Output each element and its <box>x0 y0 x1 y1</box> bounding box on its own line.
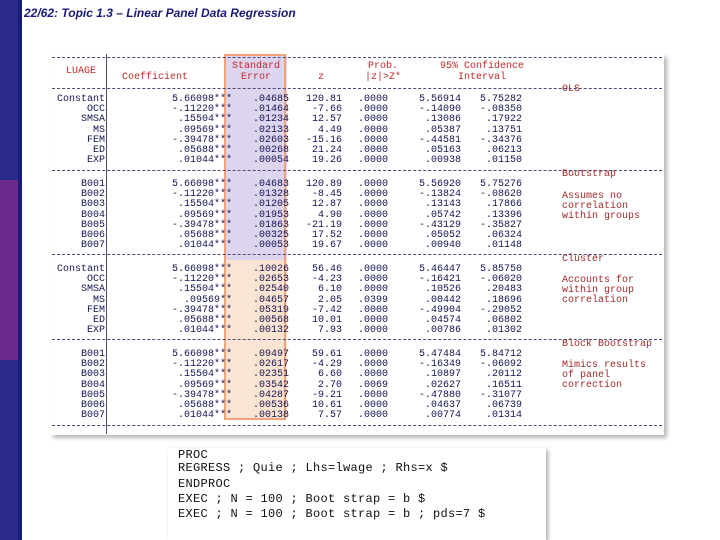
ci-lower: -.14090 <box>418 104 461 116</box>
row-label: SMSA <box>80 284 105 296</box>
p-value: .0000 <box>357 155 388 167</box>
left-accent-bar-top <box>0 0 18 180</box>
coefficient: .09569*** <box>177 124 232 136</box>
z-value: 56.46 <box>311 264 342 275</box>
standard-error: .00325 <box>252 230 289 241</box>
row-label: ED <box>92 145 105 156</box>
ci-lower: .05387 <box>424 124 461 136</box>
ci-lower: .04574 <box>424 315 461 326</box>
header-prob: Prob. <box>367 61 398 72</box>
rule-top <box>52 57 662 58</box>
header-z: z <box>318 72 325 83</box>
coefficient: -.39478*** <box>171 219 232 231</box>
standard-error: .10026 <box>252 264 289 275</box>
standard-error: .02351 <box>252 369 289 381</box>
table-row <box>50 411 664 420</box>
ci-upper: -.29052 <box>479 304 522 316</box>
ci-lower: 5.47484 <box>418 349 461 360</box>
coefficient: 5.66098*** <box>171 349 232 360</box>
note-cluster: Cluster <box>562 254 605 265</box>
slide-title: 22/62: Topic 1.3 – Linear Panel Data Regression <box>24 6 296 20</box>
p-value: .0000 <box>357 104 388 116</box>
ci-upper: .06739 <box>485 400 522 411</box>
ci-lower: -.16349 <box>418 359 461 371</box>
coefficient: .09569** <box>183 294 232 306</box>
z-value: 10.01 <box>311 315 342 326</box>
z-value: 4.90 <box>317 209 342 221</box>
ci-upper: -.08620 <box>479 189 522 201</box>
standard-error: .04685 <box>252 94 289 105</box>
ci-lower: .00774 <box>424 410 461 422</box>
z-value: -9.21 <box>311 389 342 401</box>
standard-error: .04657 <box>252 294 289 306</box>
z-value: 12.57 <box>311 114 342 126</box>
z-value: -21.19 <box>305 219 342 231</box>
p-value: .0000 <box>357 189 388 201</box>
row-label: B002 <box>80 189 105 201</box>
z-value: 120.81 <box>305 94 342 105</box>
code-line: EXEC ; N = 100 ; Boot strap = b ; pds=7 $ <box>178 507 486 521</box>
p-value: .0000 <box>357 264 388 275</box>
coefficient: .05688*** <box>177 315 232 326</box>
z-value: 19.67 <box>311 240 342 252</box>
standard-error: .00132 <box>252 325 289 337</box>
p-value: .0000 <box>357 230 388 241</box>
note-bootstrap: Bootstrap <box>562 169 617 180</box>
regression-output-panel <box>50 54 664 435</box>
p-value: .0000 <box>357 369 388 381</box>
z-value: 21.24 <box>311 145 342 156</box>
p-value: .0000 <box>357 325 388 337</box>
standard-error: .04287 <box>252 389 289 401</box>
row-label: B004 <box>80 379 105 391</box>
ci-upper: .20112 <box>485 369 522 381</box>
coefficient: 5.66098*** <box>171 94 232 105</box>
standard-error: .09497 <box>252 349 289 360</box>
p-value: .0000 <box>357 114 388 126</box>
ci-lower: .05163 <box>424 145 461 156</box>
code-box <box>168 448 546 540</box>
coefficient: 5.66098*** <box>171 264 232 275</box>
p-value: .0000 <box>357 304 388 316</box>
coefficient: 5.66098*** <box>171 179 232 190</box>
standard-error: .03542 <box>252 379 289 391</box>
p-value: .0000 <box>357 359 388 371</box>
coefficient: .05688*** <box>177 230 232 241</box>
coefficient: .01044*** <box>177 325 232 337</box>
p-value: .0399 <box>357 294 388 306</box>
p-value: .0000 <box>357 240 388 252</box>
p-value: .0069 <box>357 379 388 391</box>
standard-error: .01234 <box>252 114 289 126</box>
row-label: B001 <box>80 179 105 190</box>
ci-upper: 5.75276 <box>479 179 522 190</box>
standard-error: .00268 <box>252 145 289 156</box>
row-label: B001 <box>80 349 105 360</box>
coefficient: .09569*** <box>177 209 232 221</box>
note-bootstrap-line2: correlation <box>562 201 629 212</box>
coefficient: .15504*** <box>177 369 232 381</box>
p-value: .0000 <box>357 284 388 296</box>
z-value: -7.66 <box>311 104 342 116</box>
table-row <box>50 115 664 124</box>
ci-lower: 5.46447 <box>418 264 461 275</box>
row-label: B005 <box>80 389 105 401</box>
coefficient: .01044*** <box>177 240 232 252</box>
ci-lower: .10526 <box>424 284 461 296</box>
row-label: B006 <box>80 230 105 241</box>
coefficient: -.39478*** <box>171 134 232 146</box>
left-accent-bar-bottom <box>0 360 18 540</box>
ci-lower: -.13824 <box>418 189 461 201</box>
z-value: 6.10 <box>317 284 342 296</box>
table-row <box>50 180 664 189</box>
z-value: 19.26 <box>311 155 342 167</box>
code-line: ENDPROC <box>178 477 231 491</box>
p-value: .0000 <box>357 134 388 146</box>
coefficient: .05688*** <box>177 145 232 156</box>
p-value: .0000 <box>357 274 388 286</box>
coefficient: .01044*** <box>177 155 232 167</box>
ci-upper: .13751 <box>485 124 522 136</box>
note-ols: OLS <box>562 84 581 95</box>
ci-upper: -.31077 <box>479 389 522 401</box>
ci-lower: .04637 <box>424 400 461 411</box>
coefficient: -.11220*** <box>171 189 232 201</box>
standard-error: .02653 <box>252 274 289 286</box>
row-label: B007 <box>80 410 105 422</box>
p-value: .0000 <box>357 349 388 360</box>
coefficient: .09569*** <box>177 379 232 391</box>
table-row <box>50 156 664 165</box>
ci-lower: -.44581 <box>418 134 461 146</box>
note-bootstrap-line1: Assumes no <box>562 191 623 202</box>
note-block: Block Bootstrap <box>562 339 653 350</box>
z-value: 4.49 <box>317 124 342 136</box>
ci-upper: .06802 <box>485 315 522 326</box>
ci-lower: .10897 <box>424 369 461 381</box>
standard-error: .01328 <box>252 189 289 201</box>
standard-error: .05319 <box>252 304 289 316</box>
header-pz: |z|>Z* <box>364 72 401 83</box>
row-label: OCC <box>86 104 105 116</box>
table-row <box>50 316 664 325</box>
coefficient: -.11220*** <box>171 274 232 286</box>
z-value: 12.87 <box>311 199 342 211</box>
p-value: .0000 <box>357 389 388 401</box>
coefficient: .15504*** <box>177 114 232 126</box>
z-value: -7.42 <box>311 304 342 316</box>
ci-lower: .00940 <box>424 240 461 252</box>
ci-lower: .05742 <box>424 209 461 221</box>
standard-error: .02617 <box>252 359 289 371</box>
note-cluster-line3: correlation <box>562 295 629 306</box>
standard-error: .04683 <box>252 179 289 190</box>
ci-lower: .00938 <box>424 155 461 167</box>
ci-upper: .06324 <box>485 230 522 241</box>
ci-lower: .13086 <box>424 114 461 126</box>
ci-upper: 5.75282 <box>479 94 522 105</box>
ci-upper: .16511 <box>485 379 522 391</box>
standard-error: .00054 <box>252 155 289 167</box>
table-row <box>50 265 664 274</box>
standard-error: .01464 <box>252 104 289 116</box>
row-label: B003 <box>80 369 105 381</box>
standard-error: .02603 <box>252 134 289 146</box>
z-value: 2.70 <box>317 379 342 391</box>
ci-upper: 5.84712 <box>479 349 522 360</box>
header-error: Error <box>240 72 271 83</box>
row-label: FEM <box>86 304 105 316</box>
p-value: .0000 <box>357 199 388 211</box>
z-value: 7.93 <box>317 325 342 337</box>
row-label: B006 <box>80 400 105 411</box>
table-row <box>50 95 664 104</box>
ci-lower: .00442 <box>424 294 461 306</box>
row-label: EXP <box>86 155 105 167</box>
ci-lower: 5.56920 <box>418 179 461 190</box>
coefficient: -.39478*** <box>171 304 232 316</box>
left-stripe <box>18 0 22 540</box>
row-label: SMSA <box>80 114 105 126</box>
row-label: B007 <box>80 240 105 252</box>
p-value: .0000 <box>357 315 388 326</box>
ci-upper: .18696 <box>485 294 522 306</box>
z-value: -4.23 <box>311 274 342 286</box>
z-value: -4.29 <box>311 359 342 371</box>
z-value: 6.60 <box>317 369 342 381</box>
row-label: B002 <box>80 359 105 371</box>
coefficient: -.39478*** <box>171 389 232 401</box>
ci-upper: -.34376 <box>479 134 522 146</box>
header-var: LUAGE <box>66 66 97 77</box>
standard-error: .01205 <box>252 199 289 211</box>
p-value: .0000 <box>357 94 388 105</box>
row-label: FEM <box>86 134 105 146</box>
z-value: 59.61 <box>311 349 342 360</box>
coefficient: .05688*** <box>177 400 232 411</box>
coefficient: .15504*** <box>177 284 232 296</box>
note-block-line3: correction <box>562 380 623 391</box>
row-label: B005 <box>80 219 105 231</box>
standard-error: .02540 <box>252 284 289 296</box>
standard-error: .00138 <box>252 410 289 422</box>
ci-upper: -.06092 <box>479 359 522 371</box>
ci-upper: .13396 <box>485 209 522 221</box>
z-value: 2.05 <box>317 294 342 306</box>
row-label: ED <box>92 315 105 326</box>
standard-error: .02133 <box>252 124 289 136</box>
table-row <box>50 306 664 315</box>
ci-upper: .17866 <box>485 199 522 211</box>
p-value: .0000 <box>357 219 388 231</box>
ci-upper: .06213 <box>485 145 522 156</box>
table-row <box>50 146 664 155</box>
row-label: MS <box>92 294 105 306</box>
table-row <box>50 231 664 240</box>
ci-upper: 5.85750 <box>479 264 522 275</box>
ci-upper: .01150 <box>485 155 522 167</box>
note-block-line2: of panel <box>562 370 611 381</box>
note-cluster-line1: Accounts for <box>562 275 635 286</box>
row-label: EXP <box>86 325 105 337</box>
ci-lower: 5.56914 <box>418 94 461 105</box>
note-bootstrap-line3: within groups <box>562 211 641 222</box>
table-row <box>50 136 664 145</box>
p-value: .0000 <box>357 145 388 156</box>
table-row <box>50 105 664 114</box>
row-label: OCC <box>86 274 105 286</box>
table-row <box>50 401 664 410</box>
note-cluster-line2: within group <box>562 285 635 296</box>
ci-lower: -.47880 <box>418 389 461 401</box>
p-value: .0000 <box>357 124 388 136</box>
z-value: 17.52 <box>311 230 342 241</box>
p-value: .0000 <box>357 209 388 221</box>
standard-error: .00568 <box>252 315 289 326</box>
rule-bottom <box>52 425 662 426</box>
row-label: MS <box>92 124 105 136</box>
row-label: Constant <box>56 94 105 105</box>
ci-upper: -.35827 <box>479 219 522 231</box>
code-line: EXEC ; N = 100 ; Boot strap = b $ <box>178 492 426 506</box>
table-row <box>50 221 664 230</box>
p-value: .0000 <box>357 400 388 411</box>
standard-error: .00536 <box>252 400 289 411</box>
code-line: REGRESS ; Quie ; Lhs=lwage ; Rhs=x $ <box>178 461 449 475</box>
standard-error: .01863 <box>252 219 289 231</box>
table-row <box>50 326 664 335</box>
z-value: 120.89 <box>305 179 342 190</box>
standard-error: .01953 <box>252 209 289 221</box>
ci-lower: -.49904 <box>418 304 461 316</box>
ci-lower: -.43129 <box>418 219 461 231</box>
ci-lower: .00786 <box>424 325 461 337</box>
header-ci: 95% Confidence <box>439 61 524 72</box>
z-value: -15.16 <box>305 134 342 146</box>
z-value: 10.61 <box>311 400 342 411</box>
header-coefficient: Coefficient <box>122 72 189 83</box>
z-value: 7.57 <box>317 410 342 422</box>
row-label: Constant <box>56 264 105 275</box>
coefficient: .01044*** <box>177 410 232 422</box>
header-interval: Interval <box>457 72 506 83</box>
coefficient: .15504*** <box>177 199 232 211</box>
p-value: .0000 <box>357 410 388 422</box>
table-row <box>50 391 664 400</box>
z-value: -8.45 <box>311 189 342 201</box>
table-row <box>50 350 664 359</box>
coefficient: -.11220*** <box>171 359 232 371</box>
row-label: B003 <box>80 199 105 211</box>
ci-upper: .01314 <box>485 410 522 422</box>
table-row <box>50 241 664 250</box>
ci-upper: .01148 <box>485 240 522 252</box>
code-line: PROC <box>178 448 209 462</box>
ci-lower: .02627 <box>424 379 461 391</box>
ci-lower: .13143 <box>424 199 461 211</box>
standard-error: .00053 <box>252 240 289 252</box>
coefficient: -.11220*** <box>171 104 232 116</box>
ci-upper: -.08350 <box>479 104 522 116</box>
ci-lower: .05052 <box>424 230 461 241</box>
ci-upper: -.06020 <box>479 274 522 286</box>
row-label: B004 <box>80 209 105 221</box>
p-value: .0000 <box>357 179 388 190</box>
ci-lower: -.16421 <box>418 274 461 286</box>
ci-upper: .17922 <box>485 114 522 126</box>
note-block-line1: Mimics results <box>562 360 647 371</box>
ci-upper: .01302 <box>485 325 522 337</box>
table-row <box>50 126 664 135</box>
header-standard: Standard <box>231 61 280 72</box>
ci-upper: .20483 <box>485 284 522 296</box>
left-accent-bar-middle <box>0 180 18 360</box>
